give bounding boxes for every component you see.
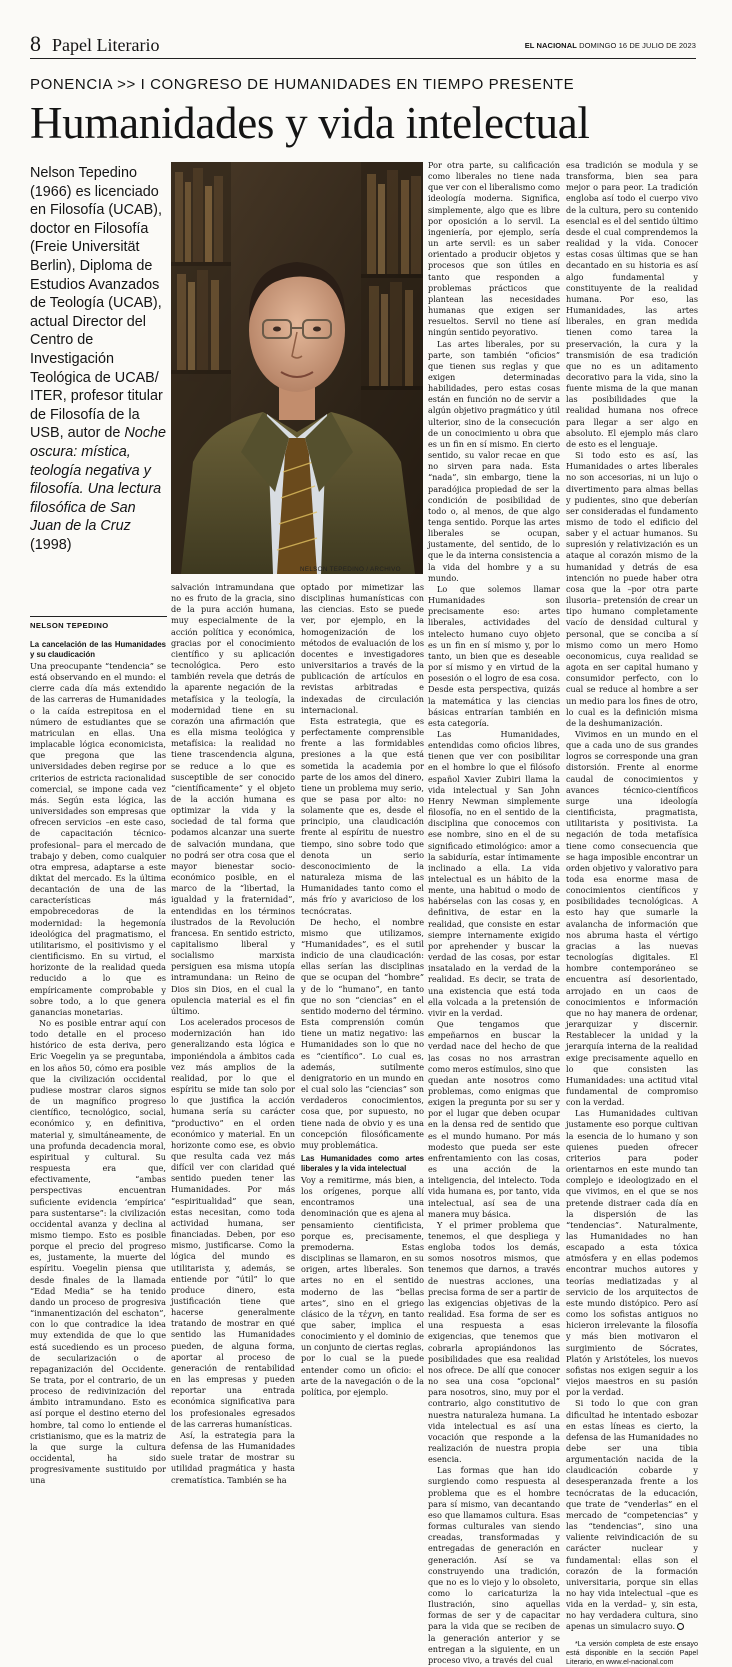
paragraph: Una preocupante “tendencia” se está observando en el mundo: el cierre cada día más extendido de las carreras de Humanidades o la caída estrepitosa en el número de estudiantes que se matriculan en ellas. Una implacable lógica economicista, que pregona que las universidades deben regirse por criterios de estricta racionalidad comercial, se impone cada vez más. Según esta lógica, las universidades son empresas que ofrecen servicios –en este caso, de capacitación técnico-profesional– para el mercado de trabajo y deben, como cualquier otra empresa, adaptarse a este diktat del mercado. Es la última decantación de una de las características más empobrecedoras de la modernidad: la hegemonía ideológica del pragmatismo, el utilitarismo, el positivismo y el cientificismo. En su virtud, el horizonte de la realidad queda reducido a lo que es empíricamente comprobable y sobre todo, a lo que genera ganancias monetarias.: [30, 661, 166, 1017]
subhead-2: Las Humanidades como artes liberales y la vida intelectual: [301, 1153, 424, 1173]
column-1: [30, 637, 166, 1486]
header-rule: [30, 58, 696, 59]
paragraph: optado por mimetizar las disciplinas humanísticas con las ciencias. Esto se puede ver, por ejemplo, en la homogenización de los métodos de evaluación de los docentes e investigadores universitarios a través de la publicación de artículos en revistas arbitradas e indexadas de circulación internacional.: [301, 582, 424, 715]
author-bio: [30, 164, 168, 554]
footnote: *La versión completa de este ensayo está disponible en la sección Papel Literario, en www.el-nacional.com: [566, 1638, 698, 1667]
bio-year: (1998): [30, 536, 72, 553]
newspaper-name: EL NACIONAL: [524, 41, 577, 50]
paragraph: Lo que solemos llamar Humanidades son precisamente eso: artes liberales, actividades del intelecto humano cuyo objeto es un fin en sí mismo y, por lo tanto, un bien que es deseable por sí mismo y en virtud de la posesión o el logro de esa cosa. Desde esta perspectiva, quizás la matemática y las ciencias básicas entrarían también en esta categoría.: [428, 583, 560, 728]
section-title: Papel Literario: [52, 35, 160, 55]
end-mark-icon: [677, 1623, 684, 1630]
paragraph: Que tengamos que empeñarnos en buscar la verdad nace del hecho de que las cosas no nos arrastran como meros estímulos, sino que quedan ante nosotros como problemas, como enigmas que exigen la pregunta por su ser y por el lugar que deben ocupar en la densa red de sentido que es el mundo humano. Por más modesto que pueda ser este enfrentamiento con las cosas, es una acción de la inteligencia, del intelecto. Toda vida humana es, por tanto, vida intelectual, así sea de una manera muy básica.: [428, 1019, 560, 1219]
portrait-illustration: [171, 162, 423, 574]
byline: NELSON TEPEDINO: [30, 621, 109, 630]
column-3: [301, 582, 424, 1397]
paragraph: De hecho, el nombre mismo que utilizamos, “Humanidades”, es el sutil indicio de una claudicación: ellas serían las disciplinas que se ocupan del “hombre” y de lo “humano”, en tanto que no son “ciencias” en el sentido moderno del término. Esta comprensión común tiene un matiz negativo: las Humanidades son lo que no es “científico”. Lo cual es, además, sutilmente denigratorio en un mundo en el cual solo las “ciencias” son verdaderos conocimientos, cosa que, por supuesto, no tiene nada de obvio y es una concepción filosóficamente muy problemática.: [301, 916, 424, 1150]
headline: Humanidades y vida intelectual: [30, 98, 590, 148]
paragraph: Si todo esto es así, las Humanidades o artes liberales no son accesorias, ni un lujo o divertimento para almas bellas y pudientes, sino que deberían ser consideradas el fundamento mismo de todo el edificio del saber y el actuar humanos. Su supresión y relativización es un ataque al corazón mismo de la humanidad y detrás de esa intención no puede haber otra cosa que la –por otra parte ilusoria– pretensión de crear un tipo humano completamente vacío de densidad cultural y personal, que se conciba a sí mismo como un mero Homo oeconomicus, cuya realidad se agota en ser capital humano y consumidor perfecto, con lo cual se reduce al hombre a ser un medio para los fines de otro, lo cual es la definición misma de la deshumanización.: [566, 450, 698, 728]
column-4: [428, 160, 560, 1665]
author-photo: [171, 162, 423, 574]
paragraph: Voy a remitirme, más bien, a los orígenes, porque allí encontramos una denominación que es ajena al pensamiento cientificista, porque es, precisamente, premoderna. Estas disciplinas se llamaron, en su origen, artes liberales. Son artes no en el sentido moderno de las “bellas artes”, sino en el griego clásico de la τέχνη, en tanto que saber, implica el conocimiento y el dominio de un conjunto de ciertas reglas, por lo cual se la puede entender como un oficio: el arte de la navegación o de la política, por ejemplo.: [301, 1174, 424, 1397]
bio-book-title: Noche oscura: mística, teología negativa y filosofía. Una lectura filosófica de San Juan de la Cruz: [30, 425, 166, 535]
photo-caption: NELSON TEPEDINO / ARCHIVO: [300, 566, 401, 573]
paragraph: [566, 1398, 698, 1632]
kicker: PONENCIA >> I CONGRESO DE HUMANIDADES EN TIEMPO PRESENTE: [30, 76, 575, 93]
paragraph: No es posible entrar aquí con todo detalle en el proceso histórico de esta deriva, pero Eric Voegelin ya se preguntaba, en los años 50, cómo era posible que la civilización occidental pudiese mostrar claros signos de un magnífico progreso científico, tecnológico, social, económico y, en definitiva, material y, simultáneamente, de una profunda decadencia moral, espiritual y cultural. Su respuesta era que, efectivamente, “ambas perspectivas encuentran suficiente evidencia ‘empírica’ para sustentarse”: la civilización occidental avanza y declina al mismo tiempo. Esto es posible porque el precio del progreso es, justamente, la muerte del espíritu. Voegelin piensa que desde finales de la llamada “Edad Media” se ha tenido dando un proceso de progresiva “inmanentización del eschaton”, con lo que contradice la idea muy extendida de que lo que está sucediendo es un proceso de secularización o de repaganización del Occidente. Se trata, por el contrario, de un proceso de redivinización del ámbito intramundano. Esto es así porque el destino eterno del hombre, tal como lo entiende el cristianismo, que es la matriz de la que surge la cultura occidental, ha sido progresivamente sustituido por una: [30, 1018, 166, 1486]
paragraph: Las artes liberales, por su parte, son también “oficios” que tienen sus reglas y que exigen determinadas habilidades, pero estas cosas están en función no de servir a algún objetivo pragmático y útil ulterior, sino de la consecución de un conocimiento u obra que es un fin en sí mismo. En cierto sentido, su valor recae en que no sirven para nada. Esta “nada”, sin embargo, tiene la paradójica propiedad de ser la condición de posibilidad de todo o, al menos, de que algo tenga sentido. Porque las artes liberales se ocupan, justamente, del sentido, de lo que le da interna consistencia a la vida del hombre y a su mundo.: [428, 338, 560, 583]
paragraph: Por otra parte, su calificación como liberales no tiene nada que ver con el liberalismo como ideología moderna. Significa, simplemente, algo que es libre por oposición a lo servil. La ingeniería, por ejemplo, sería un arte servil: es un saber orientado a producir objetos y procesos que son útiles en tanto que responden a problemas prácticos que plantean las necesidades humanas que exigen ser resueltos. Servil no tiene así ningún sentido peyorativo.: [428, 160, 560, 338]
subhead-1: La cancelación de las Humanidades y su claudicación: [30, 640, 166, 659]
paragraph: salvación intramundana que no es fruto de la gracia, sino de la pura acción humana, muy especialmente de la acción política y económica, gracias por el conocimiento científico y su aplicación tecnológica. Pero esto también revela que detrás de la aparente negación de la metafísica y la teología, la modernidad tiene en su corazón una afirmación que es ella misma teológica y metafísica: la realidad no tiene trascendencia alguna, se reduce a lo que es susceptible de ser conocido “científicamente” y el objeto de la acción humana es optimizar la vida y la sociedad de tal forma que podamos alcanzar una suerte de salvación mundana, que no podrá ser otra cosa que el mayor bienestar socio-económico posible, en el marco de la “libertad, la igualdad y la fraternidad”, entendidas en los términos ilustrados de la Revolución francesa. En sentido estricto, capitalismo liberal y socialismo marxista persiguen esa misma utopía intramundana: un Reino de Dios sin Dios, en el cual la opulencia material es el fin último.: [171, 582, 295, 1016]
paragraph: esa tradición se modula y se transforma, bien sea para mejor o para peor. La tradición engloba así todo el cuerpo vivo de la cultura, pero su contenido esencial es el del sentido último desde el cual comprendemos la realidad y la vida. Conocer estas cosas últimas que se han decantado en su historia es así algo fundamental y constituyente de la realidad humana. Por eso, las Humanidades, las artes liberales, en gran medida tienen como tarea la preservación, la cura y la transmisión de esa tradición que no es un aditamento decorativo para la vida, sino la fuente misma de la que manan las posibilidades que la realidad humana nos ofrece para llegar a ser algo en absoluto. El ejemplo más claro de esto es el lenguaje.: [566, 160, 698, 449]
paragraph: Vivimos en un mundo en el que a cada uno de sus grandes logros se corresponde una gran distorsión. Frente al enorme caudal de conocimientos y avances técnico-científicos surge una ideología cientificista, pragmatista, utilitarista y positivista. La negación de toda metafísica tiene como consecuencia que se haga imposible encontrar un orden objetivo y valorativo para toda esa enorme masa de conocimientos científicos y posibilidades tecnológicas. A esto hay que sumarle la avalancha de información que nos abruma hasta el vértigo gracias a las nuevas tecnologías digitales. El hombre contemporáneo se encuentra así desorientado, arrojado en un caos de conocimientos e información que no hay manera de ordenar, jerarquizar y discernir. Restablecer la unidad y la jerarquía interna de la realidad exige precisamente aquello en lo que consisten las Humanidades: una actitud vital fundamental de compromiso con la verdad.: [566, 728, 698, 1108]
final-paragraph-text: Si todo lo que con gran dificultad he intentado esbozar en estas líneas es cierto, la defensa de las Humanidades no debe ser una tibia argumentación nacida de la claudicación cobarde y desesperanzada frente a los tecnócratas de la educación, que trate de “venderlas” en el mercado de “competencias” y las “tendencias”, sino una valiente reivindicación de su carácter nuclear y fundamental: ellas son el corazón de la formación universitaria, porque sin ellas no hay vida intelectual –que es vida en la verdad– y, sin esta, no hay verdadera cultura, sino apenas un simulacro suyo.: [566, 1398, 698, 1632]
paragraph: Las formas que han ido surgiendo como respuesta al problema que es el hombre para sí mismo, van decantando eso que llamamos cultura. Esas formas culturales van siendo creadas, transformadas y entregadas de generación en generación. Así se va construyendo una tradición, que no es lo viejo y lo obsoleto, como lo caricaturiza la Ilustración, sino aquellas formas de ser y de capacitar para la vida que se reciben de la generación anterior y se entregan a la siguiente, en un proceso vivo, a través del cual: [428, 1465, 560, 1665]
column-5: [566, 160, 698, 1667]
masthead-dateline: [525, 41, 696, 50]
paragraph: Las Humanidades cultivan justamente eso porque cultivan la esencia de lo humano y son quienes pueden ofrecer criterios para poder orientarnos en este mundo tan complejo e ideologizado en el que vivimos, en el que se nos pretende distraer cada día en la dispersión de las “tendencias”. Naturalmente, las Humanidades no han escapado a esta tóxica atmósfera y en ellas podemos encontrar muchos autores y teorías mediatizadas y al servicio de los arquitectos de este mundo distópico. Pero así como los sofistas antiguos no hicieron irrelevante la filosofía y más bien motivaron el surgimiento de Sócrates, Platón y Aristóteles, los nuevos sofistas nos exigen seguir a los viejos maestros en su pasión por la verdad.: [566, 1108, 698, 1398]
paragraph: Los acelerados procesos de modernización han ido generalizando esta lógica e imponiéndola a ámbitos cada vez más amplios de la realidad, por lo que el espíritu se mide tan solo por lo que justifica la acción humana sería su carácter “productivo” en el orden económico y material. En un horizonte como ese, es obvio que resulta cada vez más difícil ver con claridad qué sentido pueden tener las Humanidades. Por más “espiritualidad” que sean, estas necesitan, como toda actividad humana, ser financiadas. Deben, por eso mismo, justificarse. Como la lógica del mundo es utilitarista y, además, se entiende por “útil” lo que produce dinero, esta justificación tiene que hacerse generalmente tratando de mostrar en qué sentido las Humanidades pueden, de alguna forma, aportar al proceso de generación de rentabilidad en las empresas y pueden reportar una entrada económica significativa para los profesionales egresados de las carreras humanísticas.: [171, 1017, 295, 1429]
paragraph: Esta estrategia, que es perfectamente comprensible frente a las formidables presiones a la que está sometida la academia por parte de los amos del dinero, tiene un problema muy serio, que se pasa por alto: no solamente que es, desde el principio, una claudicación frente al espíritu de nuestro tiempo, sino sobre todo que denota un serio desconocimiento de la naturaleza misma de las Humanidades tanto como el más frío y avaricioso de los tecnócratas.: [301, 715, 424, 916]
page-number: 8: [30, 31, 41, 56]
issue-date: DOMINGO 16 DE JULIO DE 2023: [579, 41, 696, 50]
column-2: [171, 582, 295, 1485]
bio-text: Nelson Tepedino (1966) es licenciado en Filosofía (UCAB), doctor en Filosofía (Freie Universität Berlin), Diploma de Estudios Avanzados de Teología (UCAB), actual Director del Centro de Investigación Teológica de UCAB/ ITER, profesor titular de Filosofía de la USB, autor de: [30, 165, 163, 442]
author-rule: [30, 616, 167, 617]
paragraph: Así, la estrategia para la defensa de las Humanidades suele tratar de mostrar su utilidad pragmática y hasta crematística. También se ha: [171, 1429, 295, 1485]
paragraph: Las Humanidades, entendidas como oficios libres, tienen que ver con posibilitar en el hombre lo que el filósofo español Xavier Zubiri llama la vida intelectual y San John Henry Newman simplemente filosofía, no en el sentido de la disciplina que conocemos con ese nombre, sino en el de su significado etimológico: amor a la sabiduría, estar íntimamente inclinado a ella. La vida intelectual es un hábito de la mente, una habitud o modo de habérselas con las cosas y, en definitiva, de estar en la realidad, que consiste en estar siempre internamente exigido por aprehender y buscar la verdad de las cosas, por estar insatalado en la verdad de la realidad. Es decir, se trata de una existencia que está toda ella volcada a la pretensión de vivir en la verdad.: [428, 728, 560, 1018]
paragraph: Y el primer problema que tenemos, el que despliega y engloba todos los demás, somos nosotros mismos, que tenemos que darnos, a través de nuestras acciones, una precisa forma de ser a partir de las exigencias objetivas de la realidad. Esa forma de ser es una respuesta a esas exigencias, que tenemos que cobrarla apropiándonos las posibilidades que esa realidad nos ofrece. De allí que conocer no sea una cosa “opcional” para nosotros, sino, muy por el contrario, algo constitutivo de nuestra naturaleza humana. La vida intelectual es así una vocación que responde a la realización de nuestra propia esencia.: [428, 1219, 560, 1465]
